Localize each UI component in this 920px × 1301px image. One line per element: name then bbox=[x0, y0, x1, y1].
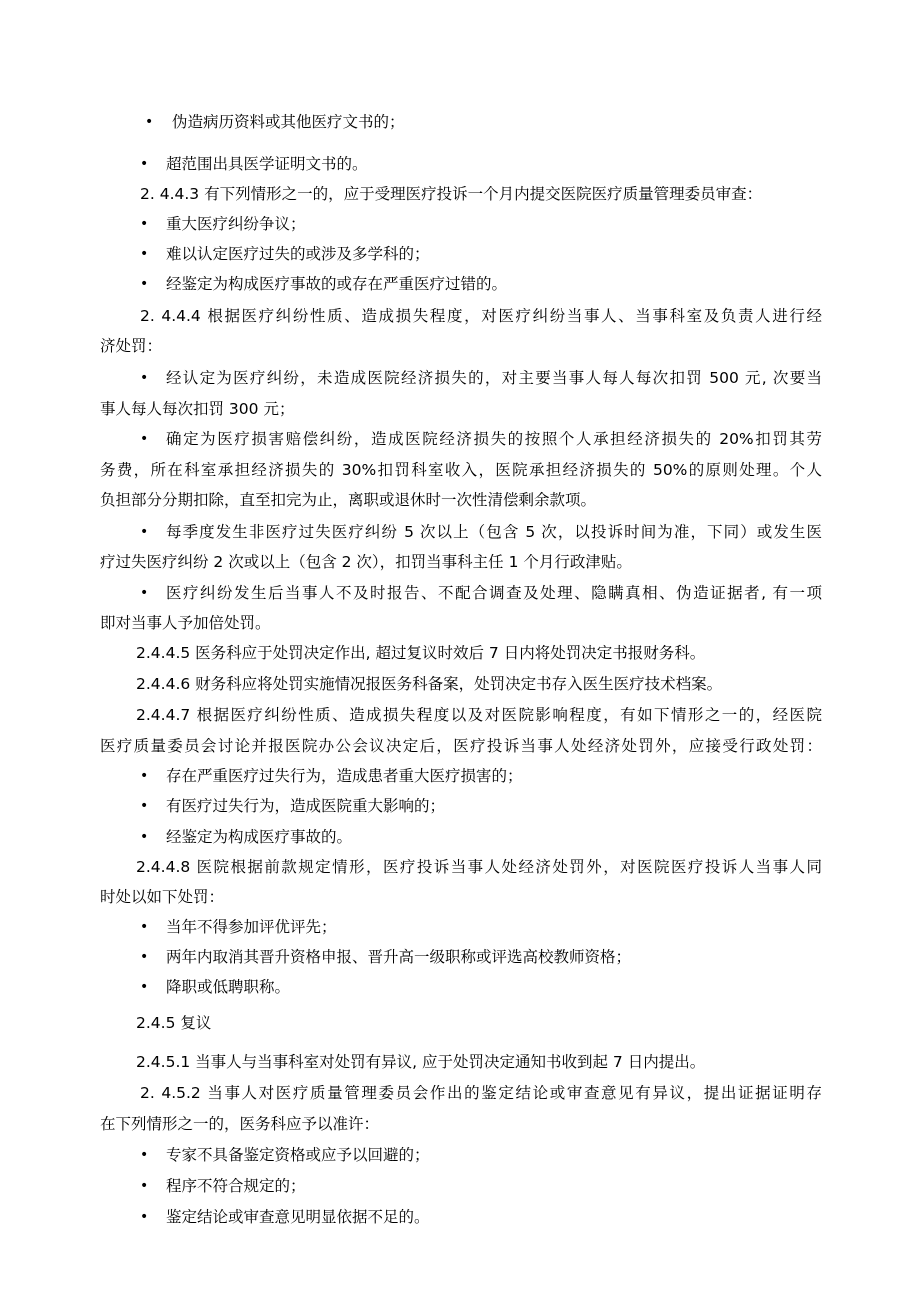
section-heading: 2.4.5 复议 bbox=[136, 1014, 212, 1032]
bullet: • bbox=[140, 1178, 149, 1194]
section-paragraph: 2.4.4.5 医务科应于处罚决定作出, 超过复议时效后 7 日内将处罚决定书报财务科。 bbox=[136, 644, 706, 662]
bullet: • bbox=[140, 919, 149, 935]
bullet: • bbox=[140, 829, 149, 845]
section-paragraph: 2.4.5.1 当事人与当事科室对处罚有异议, 应于处罚决定通知书收到起 7 日内提出。 bbox=[136, 1053, 706, 1071]
section-paragraph: 2.4.4.8 医院根据前款规定情形，医疗投诉当事人处经济处罚外，对医院医疗投诉人当事人同 bbox=[136, 858, 822, 876]
bullet: • bbox=[140, 524, 149, 540]
section-paragraph-cont: 济处罚： bbox=[100, 337, 163, 355]
section-paragraph: 2. 4.4.3 有下列情形之一的，应于受理医疗投诉一个月内提交医院医疗质量管理委员审查： bbox=[140, 185, 763, 203]
list-item-text: 有医疗过失行为，造成医院重大影响的； bbox=[166, 797, 446, 815]
bullet: • bbox=[140, 431, 149, 447]
list-item-text-cont: 事人每人每次扣罚 300 元； bbox=[100, 400, 295, 418]
list-item-text: 鉴定结论或审查意见明显依据不足的。 bbox=[166, 1208, 430, 1226]
bullet: • bbox=[140, 1209, 149, 1225]
list-item-text: 每季度发生非医疗过失医疗纠纷 5 次以上（包含 5 次，以投诉时间为准，下同）或发生医 bbox=[166, 523, 822, 541]
list-item-text: 当年不得参加评优评先； bbox=[166, 918, 337, 936]
bullet: • bbox=[140, 768, 149, 784]
bullet: • bbox=[140, 949, 149, 965]
list-item-text-cont: 即对当事人予加倍处罚。 bbox=[100, 614, 271, 632]
section-paragraph-cont: 医疗质量委员会讨论并报医院办公会议决定后，医疗投诉当事人处经济处罚外，应接受行政处罚： bbox=[100, 737, 822, 755]
list-item-text: 确定为医疗损害赔偿纠纷，造成医院经济损失的按照个人承担经济损失的 20%扣罚其劳 bbox=[166, 430, 822, 448]
list-item-text: 伪造病历资料或其他医疗文书的； bbox=[172, 113, 405, 131]
bullet: • bbox=[140, 1147, 149, 1163]
bullet: • bbox=[140, 246, 149, 262]
list-item-text: 程序不符合规定的； bbox=[166, 1177, 306, 1195]
list-item-text: 经鉴定为构成医疗事故的或存在严重医疗过错的。 bbox=[166, 275, 508, 293]
list-item-text: 经鉴定为构成医疗事故的。 bbox=[166, 828, 353, 846]
list-item-text: 难以认定医疗过失的或涉及多学科的； bbox=[166, 245, 430, 263]
bullet: • bbox=[140, 156, 149, 172]
list-item-text: 存在严重医疗过失行为，造成患者重大医疗损害的； bbox=[166, 767, 523, 785]
section-paragraph-cont: 在下列情形之一的，医务科应予以准许： bbox=[100, 1115, 380, 1133]
bullet: • bbox=[140, 798, 149, 814]
section-paragraph: 2. 4.5.2 当事人对医疗质量管理委员会作出的鉴定结论或审查意见有异议，提出证据证明存 bbox=[140, 1084, 822, 1102]
section-paragraph: 2. 4.4.4 根据医疗纠纷性质、造成损失程度，对医疗纠纷当事人、当事科室及负责人进行经 bbox=[140, 307, 822, 325]
bullet: • bbox=[140, 370, 149, 386]
bullet: • bbox=[140, 979, 149, 995]
list-item-text: 两年内取消其晋升资格申报、晋升高一级职称或评选高校教师资格； bbox=[166, 948, 632, 966]
list-item-text-cont: 务费，所在科室承担经济损失的 30%扣罚科室收入，医院承担经济损失的 50%的原则处理。个人 bbox=[100, 461, 822, 479]
bullet: • bbox=[140, 216, 149, 232]
section-paragraph: 2.4.4.6 财务科应将处罚实施情况报医务科备案，处罚决定书存入医生医疗技术档案。 bbox=[136, 675, 723, 693]
list-item-text-cont: 负担部分分期扣除，直至扣完为止，离职或退休时一次性清偿剩余款项。 bbox=[100, 491, 597, 509]
bullet: • bbox=[140, 276, 149, 292]
list-item-text: 专家不具备鉴定资格或应予以回避的； bbox=[166, 1146, 430, 1164]
list-item-text: 降职或低聘职称。 bbox=[166, 978, 291, 996]
list-item-text: 经认定为医疗纠纷，未造成医院经济损失的，对主要当事人每人每次扣罚 500 元, 次要当 bbox=[166, 369, 822, 387]
list-item-text: 医疗纠纷发生后当事人不及时报告、不配合调查及处理、隐瞒真相、伪造证据者, 有一项 bbox=[166, 584, 822, 602]
section-paragraph-cont: 时处以如下处罚： bbox=[100, 888, 225, 906]
list-item-text: 重大医疗纠纷争议； bbox=[166, 215, 306, 233]
bullet: • bbox=[140, 585, 149, 601]
list-item-text: 超范围出具医学证明文书的。 bbox=[166, 155, 368, 173]
bullet: • bbox=[145, 114, 154, 130]
list-item-text-cont: 疗过失医疗纠纷 2 次或以上（包含 2 次），扣罚当事科主任 1 个月行政津贴。 bbox=[100, 553, 632, 571]
section-paragraph: 2.4.4.7 根据医疗纠纷性质、造成损失程度以及对医院影响程度，有如下情形之一的，经医院 bbox=[136, 706, 822, 724]
